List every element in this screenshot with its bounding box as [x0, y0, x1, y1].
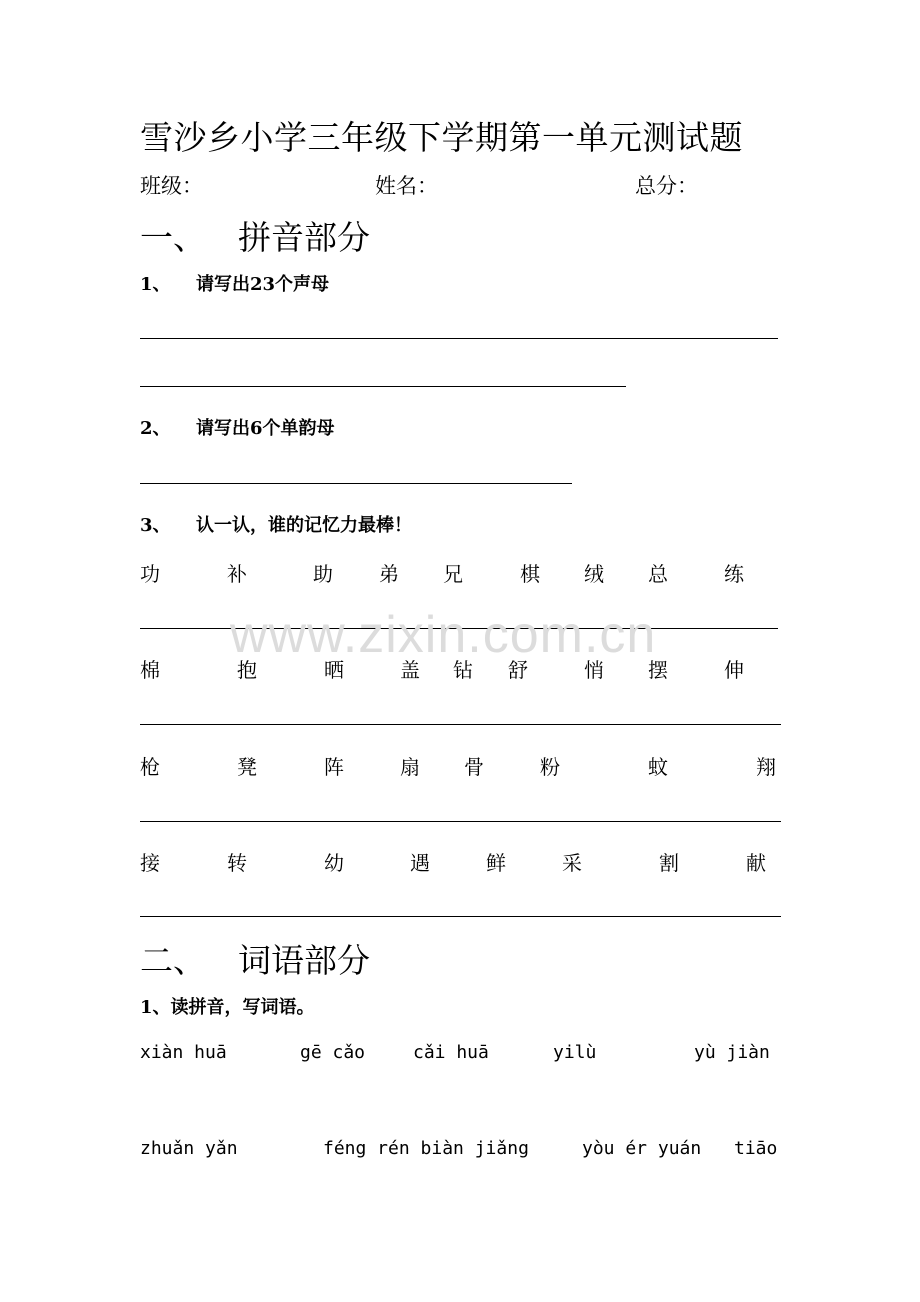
- character: 总: [648, 562, 668, 586]
- character: 阵: [324, 755, 344, 779]
- character: 盖: [400, 658, 420, 682]
- character: 翔: [756, 755, 776, 779]
- character: 抱: [237, 658, 257, 682]
- character: 助: [313, 562, 333, 586]
- character: 补: [227, 562, 247, 586]
- character: 幼: [324, 851, 344, 875]
- character: 弟: [379, 562, 399, 586]
- character: 伸: [724, 658, 744, 682]
- question-1-number: 1、: [140, 274, 171, 295]
- character: 凳: [237, 755, 257, 779]
- character: 棋: [520, 562, 540, 586]
- character: 割: [659, 851, 679, 875]
- character: 练: [724, 562, 744, 586]
- answer-line: [140, 724, 781, 725]
- section-1-number: 一、: [140, 218, 206, 257]
- character: 蚊: [648, 755, 668, 779]
- section-2-title: 词语部分: [238, 941, 370, 980]
- character: 兄: [443, 562, 463, 586]
- answer-line: [140, 821, 781, 822]
- question-2-number: 2、: [140, 418, 171, 439]
- watermark: www.zixin.com.cn: [230, 606, 657, 664]
- character: 摆: [648, 658, 668, 682]
- character: 晒: [324, 658, 344, 682]
- pinyin-item: zhuǎn yǎn: [140, 1138, 238, 1159]
- character: 功: [140, 562, 160, 586]
- character: 骨: [464, 755, 484, 779]
- section-1-title: 拼音部分: [238, 218, 370, 257]
- character: 转: [227, 851, 247, 875]
- pinyin-item: féng rén biàn jiǎng: [323, 1138, 529, 1159]
- character: 枪: [140, 755, 160, 779]
- character: 粉: [540, 755, 560, 779]
- character: 悄: [584, 658, 604, 682]
- character: 棉: [140, 658, 160, 682]
- character: 接: [140, 851, 160, 875]
- class-label: 班级：: [140, 174, 203, 198]
- score-label: 总分：: [635, 174, 698, 198]
- question-3-text: 认一认，谁的记忆力最棒！: [196, 515, 412, 536]
- answer-line: [140, 386, 626, 387]
- character: 扇: [400, 755, 420, 779]
- section-2-number: 二、: [140, 941, 206, 980]
- character: 采: [562, 851, 582, 875]
- question-3-number: 3、: [140, 515, 171, 536]
- page-title: 雪沙乡小学三年级下学期第一单元测试题: [140, 118, 743, 157]
- pinyin-item: xiàn huā: [140, 1042, 227, 1063]
- section-2-question-1: 1、读拼音，写词语。: [140, 997, 315, 1018]
- pinyin-item: yilù: [553, 1042, 597, 1063]
- character: 献: [746, 851, 766, 875]
- character: 舒: [508, 658, 528, 682]
- answer-line: [140, 916, 781, 917]
- question-1-text: 请写出23个声母: [196, 274, 330, 295]
- character: 钻: [453, 658, 473, 682]
- pinyin-item: cǎi huā: [413, 1042, 489, 1063]
- pinyin-item: yù jiàn: [694, 1042, 770, 1063]
- character: 遇: [410, 851, 430, 875]
- pinyin-item: tiāo: [734, 1138, 778, 1159]
- character: 鲜: [486, 851, 506, 875]
- name-label: 姓名：: [375, 174, 438, 198]
- pinyin-item: gē cǎo: [300, 1042, 366, 1063]
- answer-line: [140, 483, 572, 484]
- character: 绒: [584, 562, 604, 586]
- question-2-text: 请写出6个单韵母: [196, 418, 335, 439]
- pinyin-item: yòu ér yuán: [582, 1138, 702, 1159]
- answer-line: [140, 338, 778, 339]
